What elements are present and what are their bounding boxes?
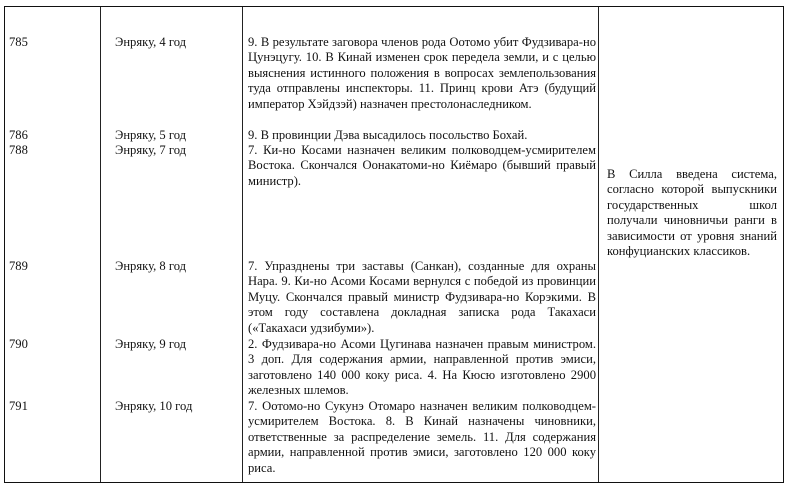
events-cell: 7. Упразднены три заставы (Санкан), созданные для охраны Нара. 9. Ки-но Асоми Косами вернулся с победой из провинции Муцу. Скончался правый министр Фудзивара-но Корэкими. В этом году составлена докладная записка рода Такахаси («Такахаси удзибуми»). xyxy=(248,259,596,335)
era-cell: Энряку, 5 год xyxy=(115,128,187,142)
column-divider xyxy=(100,7,101,482)
era-cell: Энряку, 9 год xyxy=(115,337,187,351)
events-cell: 9. В провинции Дэва высадилось посольство Бохай. xyxy=(248,128,528,142)
era-cell: Энряку, 4 год xyxy=(115,35,187,49)
era-cell: Энряку, 7 год xyxy=(115,143,187,157)
events-cell: 7. Оотомо-но Сукунэ Отомаро назначен великим полководцем-усмирителем Востока. 8. В Кинай назначены чиновники, ответственные за распределение земель. 11. Для содержания армии, направленной против эмиси, заготовлено 120 000 коку риса. xyxy=(248,399,596,475)
foreign-events-cell: В Силла введена система, согласно которой выпускники государственных школ получали чиновничьи ранги в зависимости от уровня знаний конфуцианских классиков. xyxy=(607,167,777,259)
chronology-table xyxy=(4,6,784,483)
column-divider xyxy=(598,7,599,482)
year-cell: 789 xyxy=(9,259,28,273)
year-cell: 791 xyxy=(9,399,28,413)
year-cell: 785 xyxy=(9,35,28,49)
era-cell: Энряку, 8 год xyxy=(115,259,187,273)
events-cell: 7. Ки-но Косами назначен великим полководцем-усмирителем Востока. Скончался Оонакатоми-но Киёмаро (бывший правый министр). xyxy=(248,143,596,188)
events-cell: 9. В результате заговора членов рода Оотомо убит Фудзивара-но Цунэцугу. 10. В Кинай изменен срок передела земли, и с целью выяснения истинного положения в вопросах землепользования туда отправлены инспекторы. 11. Принц крови Атэ (будущий император Хэйдзэй) назначен престолонаследником. xyxy=(248,35,596,111)
events-cell: 2. Фудзивара-но Асоми Цугинава назначен правым министром. 3 доп. Для содержания армии, направленной против эмиси, заготовлено 140 000 коку риса. 4. На Кюсю изготовлено 2900 железных шлемов. xyxy=(248,337,596,398)
era-cell: Энряку, 10 год xyxy=(115,399,193,413)
year-cell: 786 xyxy=(9,128,28,142)
year-cell: 790 xyxy=(9,337,28,351)
year-cell: 788 xyxy=(9,143,28,157)
